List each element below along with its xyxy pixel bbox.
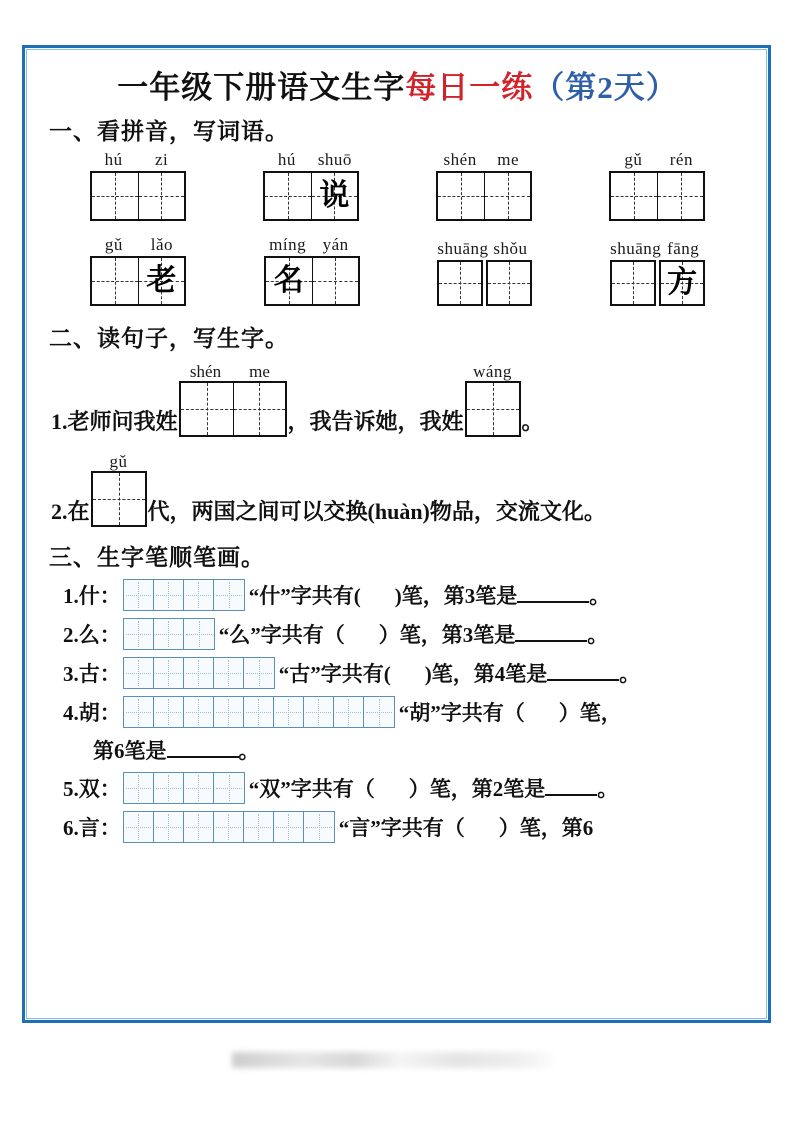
- stroke-cell[interactable]: [154, 812, 184, 842]
- tianzige-box[interactable]: [264, 256, 360, 306]
- stroke-cell[interactable]: [124, 773, 154, 803]
- sentence-1-suffix: 。: [521, 408, 544, 434]
- cell-character: [313, 258, 358, 304]
- answer-underline[interactable]: [547, 664, 619, 681]
- stroke-question-a: “古”字共有(: [278, 661, 391, 686]
- pinyin-label: hú: [104, 150, 123, 169]
- tianzige-box[interactable]: [609, 171, 705, 221]
- pinyin-label: me: [497, 150, 520, 169]
- section-2-heading: 二、读句子，写生字。: [49, 326, 289, 351]
- blurred-watermark: [232, 1052, 554, 1068]
- pinyin-label-pair: [610, 239, 705, 259]
- cell-character: [488, 262, 530, 304]
- cell-character: [92, 173, 138, 219]
- answer-slot-wang[interactable]: [465, 363, 521, 437]
- section-1-heading: 一、看拼音，写词语。: [49, 119, 289, 144]
- tianzige-cell[interactable]: [467, 383, 519, 435]
- pinyin-label: gǔ: [109, 451, 128, 471]
- tianzige-cell[interactable]: [486, 260, 532, 306]
- pinyin-label: hú: [277, 150, 296, 169]
- stroke-cell[interactable]: [274, 697, 304, 727]
- stroke-practice-grid[interactable]: [123, 657, 275, 689]
- stroke-cell[interactable]: [154, 580, 184, 610]
- tianzige-box[interactable]: [90, 171, 186, 221]
- stroke-cell[interactable]: [214, 697, 244, 727]
- tianzige-box[interactable]: [91, 471, 147, 527]
- tianzige-cell[interactable]: [611, 173, 657, 219]
- cell-character: [438, 173, 484, 219]
- pinyin-label: míng: [269, 235, 307, 254]
- tianzige-box[interactable]: [610, 260, 705, 306]
- pinyin-label: shén: [443, 150, 477, 169]
- stroke-question-a: “胡”字共有（: [398, 700, 525, 725]
- stroke-cell[interactable]: [184, 773, 214, 803]
- stroke-cell[interactable]: [244, 658, 274, 688]
- page-border-frame: [22, 45, 771, 1023]
- stroke-item-row: [63, 657, 750, 689]
- section-3-heading: 三、生字笔顺笔画。: [49, 544, 265, 570]
- cell-character: [439, 262, 481, 304]
- cell-character: 方: [667, 266, 698, 299]
- stroke-practice-grid[interactable]: [123, 696, 395, 728]
- answer-underline[interactable]: [167, 741, 239, 758]
- stroke-item-lead: 6.言：: [63, 815, 121, 840]
- pinyin-word-group: [90, 150, 186, 221]
- stroke-item-row: [63, 696, 750, 728]
- tianzige-cell[interactable]: [312, 258, 358, 304]
- answer-underline[interactable]: [545, 779, 597, 796]
- stroke-cell[interactable]: [124, 580, 154, 610]
- cell-character: [139, 173, 184, 219]
- stroke-question-a: “么”字共有（: [218, 622, 345, 647]
- tianzige-cell[interactable]: [437, 260, 483, 306]
- pinyin-word-group: [610, 239, 705, 306]
- stroke-question-b: )笔，第4笔是: [424, 661, 548, 686]
- cell-character: 名: [273, 264, 304, 297]
- stroke-cell[interactable]: [214, 812, 244, 842]
- stroke-cell[interactable]: [124, 619, 154, 649]
- stroke-cell[interactable]: [214, 580, 244, 610]
- continuation-suffix: 。: [238, 738, 260, 763]
- tianzige-cell[interactable]: [657, 173, 703, 219]
- stroke-cell[interactable]: [334, 697, 364, 727]
- stroke-cell[interactable]: [154, 773, 184, 803]
- page-title: [45, 62, 750, 107]
- tianzige-cell[interactable]: [484, 173, 530, 219]
- pinyin-word-group: [263, 150, 359, 221]
- pinyin-label: wáng: [473, 362, 512, 381]
- pinyin-word-group: [609, 150, 705, 221]
- cell-character: 说: [319, 179, 350, 212]
- stroke-item-row: [63, 618, 750, 650]
- tianzige-box[interactable]: [436, 171, 532, 221]
- pinyin-word-group: [437, 239, 532, 306]
- title-part-red: 每日一练: [405, 70, 534, 105]
- stroke-item-lead: 4.胡：: [63, 700, 121, 725]
- cell-character: 老: [146, 264, 177, 297]
- title-part-blue: （第2天）: [533, 70, 678, 105]
- stroke-item-continuation: [93, 735, 750, 765]
- tianzige-cell[interactable]: [659, 260, 705, 306]
- tianzige-box[interactable]: [263, 171, 359, 221]
- stroke-cell[interactable]: [184, 619, 214, 649]
- cell-character: [611, 173, 657, 219]
- tianzige-cell[interactable]: [92, 173, 138, 219]
- stroke-item-lead: 5.双：: [63, 776, 121, 801]
- pinyin-word-row: [45, 150, 750, 221]
- stroke-practice-grid[interactable]: [123, 772, 245, 804]
- tianzige-cell[interactable]: [233, 383, 285, 435]
- title-part-black: 一年级下册语文生字: [117, 70, 406, 105]
- pinyin-label: lǎo: [150, 235, 174, 254]
- stroke-question-a: “什”字共有(: [248, 583, 361, 608]
- stroke-item-row: [63, 772, 750, 804]
- pinyin-label: me: [249, 362, 270, 381]
- tianzige-cell[interactable]: [92, 258, 138, 304]
- sentence-line-2: [51, 453, 750, 527]
- continuation-prefix: 第6笔是: [93, 738, 167, 763]
- pinyin-label-pair: [179, 363, 287, 381]
- pinyin-label-pair: [90, 150, 186, 170]
- pinyin-word-group: [264, 235, 360, 306]
- stroke-question-a: “双”字共有（: [248, 776, 375, 801]
- stroke-question-b: )笔，第3笔是: [394, 583, 518, 608]
- stroke-question-c: 。: [587, 622, 609, 647]
- pinyin-label-pair: [263, 150, 359, 170]
- cell-character: [658, 173, 703, 219]
- tianzige-box[interactable]: [179, 381, 287, 437]
- stroke-question-b: ）笔，第6: [498, 815, 594, 840]
- pinyin-label-pair: [436, 150, 532, 170]
- stroke-item-row: [63, 811, 750, 843]
- stroke-question-b: ）笔，第2笔是: [408, 776, 546, 801]
- pinyin-label-pair: [264, 235, 360, 255]
- cell-character: [612, 262, 654, 304]
- stroke-cell[interactable]: [214, 773, 244, 803]
- stroke-cell[interactable]: [304, 812, 334, 842]
- pinyin-label-pair: [609, 150, 705, 170]
- stroke-cell[interactable]: [124, 697, 154, 727]
- stroke-question-c: 。: [589, 583, 611, 608]
- stroke-question-a: “言”字共有（: [338, 815, 465, 840]
- stroke-item-row: [63, 579, 750, 611]
- tianzige-cell[interactable]: [138, 173, 184, 219]
- pinyin-label-pair: [437, 239, 532, 259]
- stroke-question-c: 。: [619, 661, 641, 686]
- tianzige-cell[interactable]: [181, 383, 233, 435]
- stroke-cell[interactable]: [364, 697, 394, 727]
- stroke-cell[interactable]: [244, 697, 274, 727]
- sentence-1-middle: ，我告诉她，我姓: [287, 408, 464, 434]
- sentence-2-suffix: 代，两国之间可以交换(huàn)物品，交流文化。: [147, 498, 606, 524]
- pinyin-label: shǒu: [493, 239, 528, 258]
- pinyin-label: gǔ: [104, 235, 123, 254]
- stroke-practice-grid[interactable]: [123, 579, 245, 611]
- sentence-line-1: [51, 363, 750, 437]
- pinyin-label: zi: [154, 150, 169, 169]
- stroke-cell[interactable]: [154, 658, 184, 688]
- stroke-cell[interactable]: [184, 580, 214, 610]
- stroke-cell[interactable]: [154, 697, 184, 727]
- tianzige-cell[interactable]: [266, 258, 312, 304]
- stroke-cell[interactable]: [184, 812, 214, 842]
- answer-underline[interactable]: [515, 625, 587, 642]
- pinyin-label: rén: [669, 150, 693, 169]
- answer-slot-shenme[interactable]: [179, 363, 287, 437]
- pinyin-label: shén: [189, 362, 222, 381]
- sentence-2-prefix: 2.在: [51, 498, 90, 524]
- pinyin-label: shuāng: [437, 239, 489, 258]
- stroke-item-lead: 3.古：: [63, 661, 121, 686]
- tianzige-cell[interactable]: [311, 173, 357, 219]
- stroke-cell[interactable]: [244, 812, 274, 842]
- tianzige-cell[interactable]: [265, 173, 311, 219]
- tianzige-box[interactable]: [437, 260, 532, 306]
- pinyin-word-group: [90, 235, 186, 306]
- stroke-item-lead: 2.么：: [63, 622, 121, 647]
- tianzige-box[interactable]: [90, 256, 186, 306]
- cell-character: [265, 173, 311, 219]
- stroke-item-lead: 1.什：: [63, 583, 121, 608]
- tianzige-cell[interactable]: [93, 473, 145, 525]
- cell-character: [92, 258, 138, 304]
- stroke-cell[interactable]: [184, 697, 214, 727]
- pinyin-label: shuāng: [610, 239, 662, 258]
- cell-character: [485, 173, 530, 219]
- stroke-cell[interactable]: [124, 658, 154, 688]
- tianzige-cell[interactable]: [138, 258, 184, 304]
- stroke-cell[interactable]: [304, 697, 334, 727]
- pinyin-label: shuō: [317, 150, 352, 169]
- stroke-question-b: ）笔，第3笔是: [378, 622, 516, 647]
- tianzige-cell[interactable]: [610, 260, 656, 306]
- stroke-practice-grid[interactable]: [123, 618, 215, 650]
- stroke-cell[interactable]: [124, 812, 154, 842]
- tianzige-box[interactable]: [465, 381, 521, 437]
- pinyin-label: fāng: [667, 239, 700, 258]
- sentence-1-prefix: 1.老师问我姓: [51, 408, 178, 434]
- tianzige-cell[interactable]: [438, 173, 484, 219]
- stroke-cell[interactable]: [184, 658, 214, 688]
- pinyin-word-group: [436, 150, 532, 221]
- pinyin-word-row: [45, 235, 750, 306]
- worksheet-content: [25, 48, 768, 1020]
- answer-underline[interactable]: [517, 586, 589, 603]
- pinyin-label: yán: [322, 235, 349, 254]
- stroke-question-c: 。: [597, 776, 619, 801]
- answer-slot-gu[interactable]: [91, 453, 147, 527]
- stroke-question-b: ）笔，: [558, 700, 622, 725]
- pinyin-label-pair: [90, 235, 186, 255]
- stroke-practice-grid[interactable]: [123, 811, 335, 843]
- stroke-cell[interactable]: [154, 619, 184, 649]
- stroke-cell[interactable]: [274, 812, 304, 842]
- pinyin-label: gǔ: [624, 150, 643, 169]
- stroke-cell[interactable]: [214, 658, 244, 688]
